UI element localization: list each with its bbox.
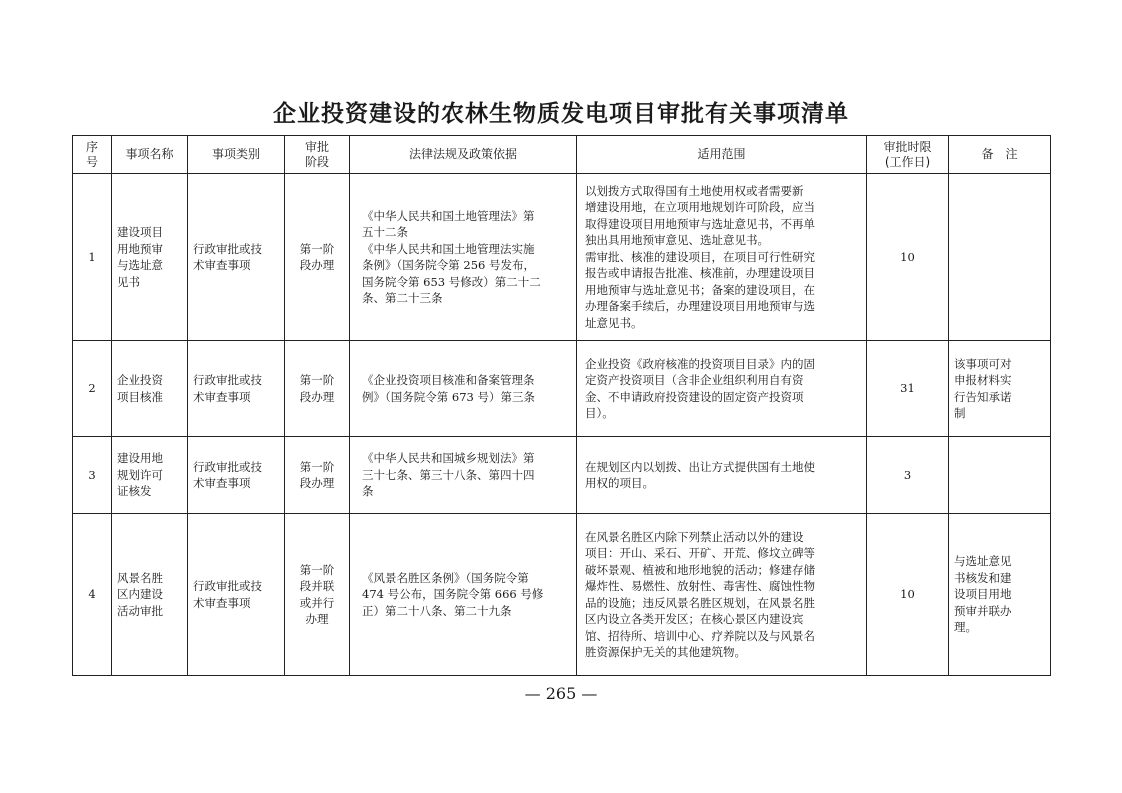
- header-index: 序 号: [73, 136, 112, 174]
- row-legal-basis: 《风景名胜区条例》（国务院令第 474 号公布，国务院令第 666 号修 正）第二十八条、第二十九条: [350, 514, 577, 676]
- row-scope: 企业投资《政府核准的投资项目目录》内的固 定资产投资项目（含非企业组织利用自有资 金、不申请政府投资建设的固定资产投资项 目）。: [577, 341, 867, 437]
- row-item-category: 行政审批或技 术审查事项: [188, 437, 285, 514]
- row-index: 3: [73, 437, 112, 514]
- row-scope: 在风景名胜区内除下列禁止活动以外的建设 项目：开山、采石、开矿、开荒、修坟立碑等 破坏景观、植被和地形地貌的活动；修建存储 爆炸性、易燃性、放射性、毒害性、腐蚀性物 品的设施；违反风景名胜区规划，在风景名胜 区内设立各类开发区；在核心景区内建设宾 馆、招待所、培训中心、疗养院以及与风景名 胜资源保护无关的其他建筑物。: [577, 514, 867, 676]
- header-legal-basis: 法律法规及政策依据: [350, 136, 577, 174]
- row-time-limit: 31: [867, 341, 949, 437]
- row-item-name: 企业投资 项目核准: [112, 341, 188, 437]
- table-header-row: [73, 136, 1051, 174]
- row-item-category: 行政审批或技 术审查事项: [188, 341, 285, 437]
- header-remarks: 备 注: [949, 136, 1051, 174]
- row-remarks: 该事项可对 申报材料实 行告知承诺 制: [949, 341, 1051, 437]
- row-item-category: 行政审批或技 术审查事项: [188, 174, 285, 341]
- table-row: [73, 174, 1051, 341]
- row-time-limit: 10: [867, 174, 949, 341]
- page-number: — 265 —: [524, 684, 598, 703]
- row-approval-stage: 第一阶 段并联 或并行 办理: [285, 514, 350, 676]
- row-legal-basis: 《中华人民共和国城乡规划法》第 三十七条、第三十八条、第四十四 条: [350, 437, 577, 514]
- header-item-name: 事项名称: [112, 136, 188, 174]
- header-scope: 适用范围: [577, 136, 867, 174]
- approval-items-table: [72, 135, 1051, 676]
- header-approval-stage: 审批 阶段: [285, 136, 350, 174]
- row-approval-stage: 第一阶 段办理: [285, 341, 350, 437]
- row-remarks: 与选址意见 书核发和建 设项目用地 预审并联办 理。: [949, 514, 1051, 676]
- row-approval-stage: 第一阶 段办理: [285, 174, 350, 341]
- header-item-category: 事项类别: [188, 136, 285, 174]
- row-index: 1: [73, 174, 112, 341]
- row-item-category: 行政审批或技 术审查事项: [188, 514, 285, 676]
- row-legal-basis: 《企业投资项目核准和备案管理条 例》（国务院令第 673 号）第三条: [350, 341, 577, 437]
- table-row: [73, 341, 1051, 437]
- row-remarks: [949, 174, 1051, 341]
- row-scope: 在规划区内以划拨、出让方式提供国有土地使 用权的项目。: [577, 437, 867, 514]
- row-index: 2: [73, 341, 112, 437]
- table-row: [73, 437, 1051, 514]
- table-row: [73, 514, 1051, 676]
- row-legal-basis: 《中华人民共和国土地管理法》第 五十二条 《中华人民共和国土地管理法实施 条例》（国务院令第 256 号发布， 国务院令第 653 号修改）第二十二 条、第二十三条: [350, 174, 577, 341]
- row-item-name: 建设项目 用地预审 与选址意 见书: [112, 174, 188, 341]
- row-item-name: 建设用地 规划许可 证核发: [112, 437, 188, 514]
- row-approval-stage: 第一阶 段办理: [285, 437, 350, 514]
- header-time-limit: 审批时限 (工作日): [867, 136, 949, 174]
- row-item-name: 风景名胜 区内建设 活动审批: [112, 514, 188, 676]
- row-time-limit: 3: [867, 437, 949, 514]
- row-remarks: [949, 437, 1051, 514]
- row-scope: 以划拨方式取得国有土地使用权或者需要新 增建设用地，在立项用地规划许可阶段，应当 取得建设项目用地预审与选址意见书，不再单 独出具用地预审意见、选址意见书。 需审批、核准的建设项目，在项目可行性研究 报告或申请报告批准、核准前，办理建设项目 用地预审与选址意见书；备案的建设项目，在 办理备案手续后，办理建设项目用地预审与选 址意见书。: [577, 174, 867, 341]
- page-title: 企业投资建设的农林生物质发电项目审批有关事项清单: [273, 100, 849, 127]
- row-index: 4: [73, 514, 112, 676]
- row-time-limit: 10: [867, 514, 949, 676]
